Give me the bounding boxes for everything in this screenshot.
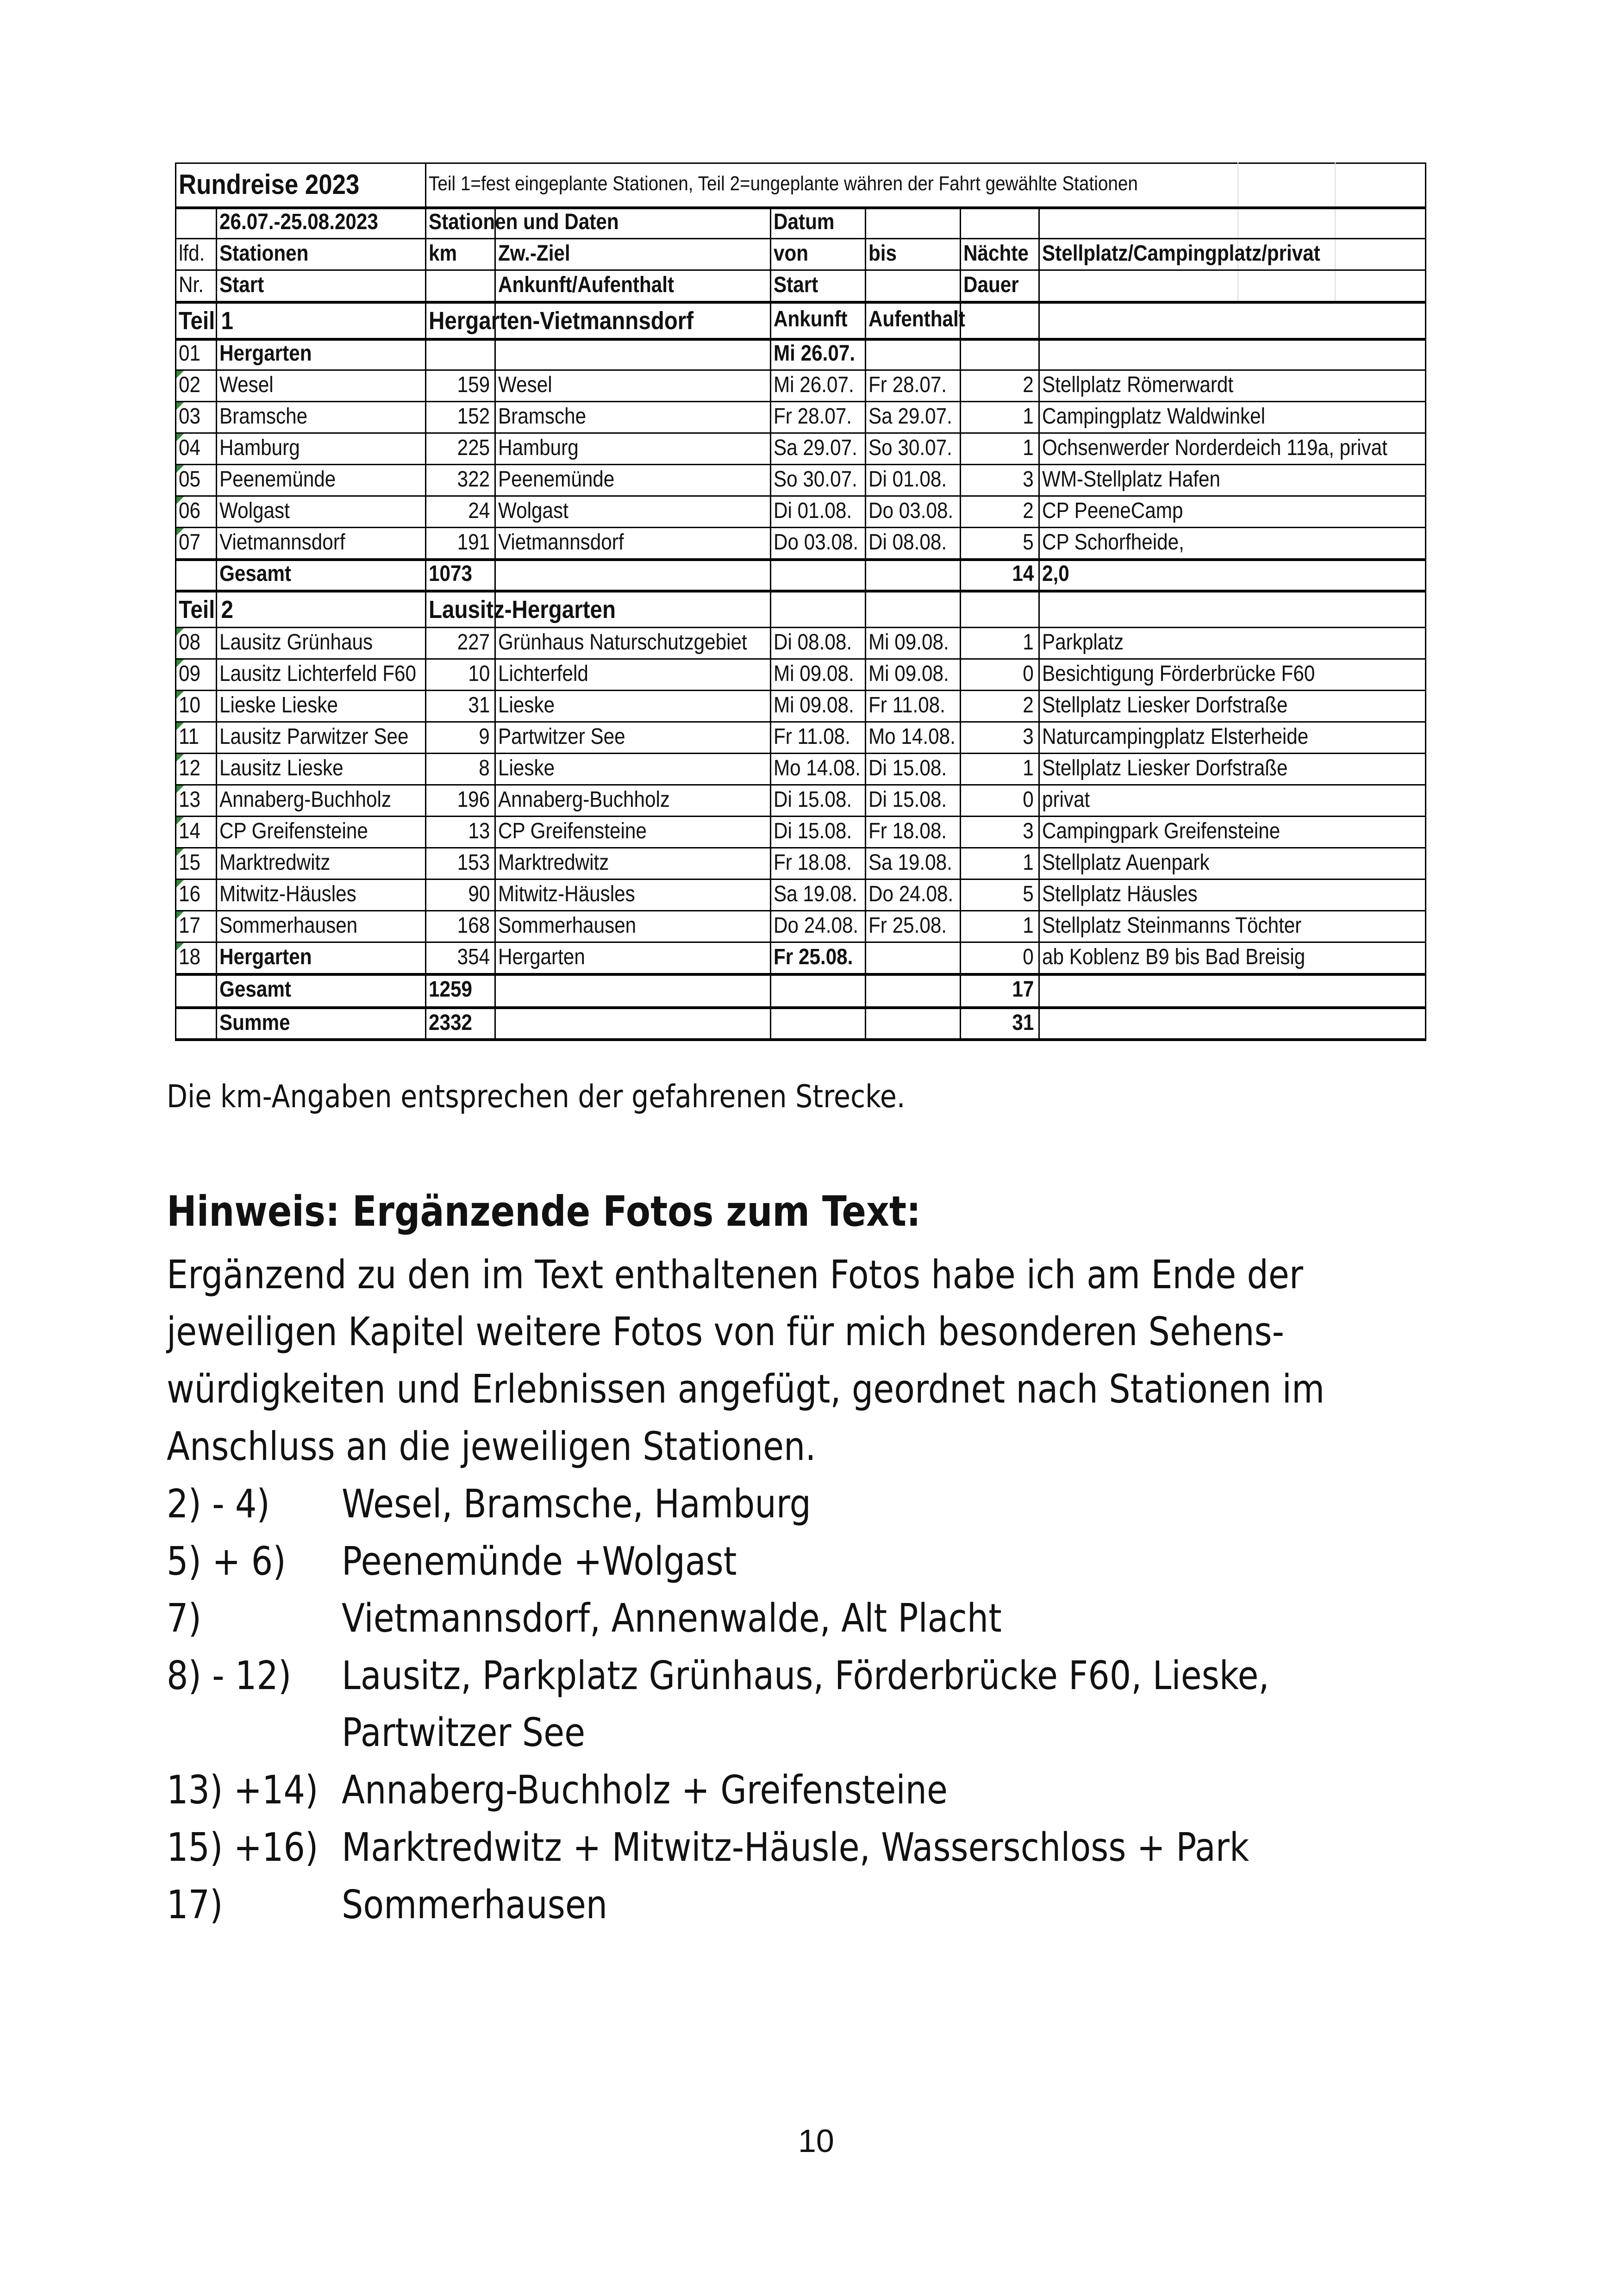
table-cell: Aufenthalt [868, 307, 965, 331]
row-line [175, 401, 1426, 402]
table-cell: Do 03.08. [774, 530, 859, 555]
table-subtitle: Teil 1=fest eingeplante Stationen, Teil 2=ungeplante währen der Fahrt gewählte Stationen [429, 172, 1138, 195]
table-cell: Do 03.08. [868, 499, 954, 523]
table-cell: Ochsenwerder Norderdeich 119a, privat [1042, 436, 1387, 460]
green-marker [176, 402, 184, 410]
table-cell: 15 [179, 850, 200, 875]
row-line [175, 942, 1426, 943]
table-cell: 14 [179, 819, 200, 843]
table-cell: 225 [457, 436, 490, 460]
table-border [175, 162, 1426, 164]
list-number: 8) - 12) [167, 1653, 292, 1699]
row-line [175, 816, 1426, 817]
col-line [770, 206, 771, 1040]
table-cell: 31 [1012, 1010, 1034, 1035]
row-line [175, 558, 1426, 561]
list-number: 13) +14) [167, 1767, 319, 1813]
table-cell: 1073 [429, 561, 472, 586]
table-cell: 01 [179, 341, 200, 366]
table-cell: 3 [1023, 467, 1034, 492]
row-line [175, 369, 1426, 371]
table-cell: 0 [1023, 661, 1034, 686]
table-cell: Summe [219, 1010, 290, 1035]
list-number: 7) [167, 1596, 202, 1641]
table-cell: Annaberg-Buchholz [498, 787, 670, 812]
table-title: Rundreise 2023 [179, 168, 360, 200]
table-cell: Mi 09.08. [774, 661, 854, 686]
table-border [1425, 162, 1426, 1040]
table-cell: Hergarten [219, 945, 312, 969]
table-cell: Campingpark Greifensteine [1042, 819, 1280, 843]
row-line [175, 238, 1426, 239]
row-line [175, 338, 1426, 341]
table-cell: 10 [468, 661, 490, 686]
table-cell: Stellplatz Auenpark [1042, 850, 1210, 875]
table-cell: Lausitz Grünhaus [219, 630, 373, 655]
table-cell: Naturcampingplatz Elsterheide [1042, 724, 1309, 749]
table-cell: 05 [179, 467, 200, 492]
table-cell: Mitwitz-Häusles [219, 882, 356, 906]
table-cell: 02 [179, 373, 200, 397]
table-cell: ab Koblenz B9 bis Bad Breisig [1042, 945, 1305, 969]
table-cell: Ankunft [774, 307, 848, 331]
table-cell: Di 15.08. [774, 819, 852, 843]
col-line [960, 206, 961, 1040]
green-marker [176, 660, 184, 667]
green-marker [176, 691, 184, 698]
table-cell: 1 [1023, 850, 1034, 875]
table-cell: CP Schorfheide, [1042, 530, 1184, 555]
table-cell: Fr 25.08. [868, 913, 947, 938]
table-cell: 191 [457, 530, 490, 555]
table-cell: Bramsche [219, 404, 308, 429]
paragraph-line: Anschluss an die jeweiligen Stationen. [167, 1424, 816, 1470]
table-cell: Mo 14.08. [868, 724, 956, 749]
table-cell: CP Greifensteine [219, 819, 368, 843]
table-cell: Vietmannsdorf [219, 530, 345, 555]
table-cell: Wolgast [219, 499, 290, 523]
table-cell: Stellplatz/Campingplatz/privat [1042, 241, 1320, 266]
green-marker [176, 848, 184, 856]
table-cell: 1 [1023, 913, 1034, 938]
table-cell: Peenemünde [219, 467, 336, 492]
list-text: Marktredwitz + Mitwitz-Häusle, Wasserschloss + Park [342, 1825, 1249, 1871]
table-cell: 17 [1012, 977, 1034, 1002]
table-cell: Lausitz Parwitzer See [219, 724, 409, 749]
table-cell: Hergarten [498, 945, 585, 969]
table-cell: von [774, 241, 809, 266]
table-cell: 2 [1023, 373, 1034, 397]
green-marker [176, 880, 184, 887]
table-cell: Fr 25.08. [774, 945, 853, 969]
table-cell: Lausitz-Hergarten [429, 596, 616, 624]
row-line [175, 847, 1426, 848]
table-cell: Stellplatz Liesker Dorfstraße [1042, 756, 1288, 780]
row-line [175, 206, 1426, 209]
table-cell: 227 [457, 630, 490, 655]
table-cell: Annaberg-Buchholz [219, 787, 392, 812]
table-cell: Stellplatz Liesker Dorfstraße [1042, 693, 1288, 717]
table-cell: 17 [179, 913, 200, 938]
table-cell: Sa 29.07. [868, 404, 952, 429]
table-cell: Marktredwitz [498, 850, 609, 875]
table-cell: Lieske [498, 693, 555, 717]
green-marker [176, 723, 184, 730]
table-cell: Mi 26.07. [774, 341, 856, 366]
table-cell: Do 24.08. [868, 882, 954, 906]
green-marker [176, 754, 184, 761]
table-cell: Vietmannsdorf [498, 530, 624, 555]
table-cell: 152 [457, 404, 490, 429]
table-cell: Di 15.08. [774, 787, 852, 812]
table-cell: Lichterfeld [498, 661, 588, 686]
table-cell: 1 [1023, 630, 1034, 655]
table-cell: 1 [1023, 436, 1034, 460]
table-cell: Sommerhausen [219, 913, 358, 938]
paragraph-line: würdigkeiten und Erlebnissen angefügt, geordnet nach Stationen im [167, 1366, 1325, 1412]
table-cell: Stationen [219, 241, 309, 266]
table-cell: Mi 09.08. [868, 661, 949, 686]
table-cell: Wesel [498, 373, 552, 397]
table-cell: 12 [179, 756, 200, 780]
table-cell: 90 [468, 882, 490, 906]
table-cell: 322 [457, 467, 490, 492]
itinerary-table [175, 162, 1426, 1051]
row-line [175, 784, 1426, 786]
table-cell: Peenemünde [498, 467, 615, 492]
table-cell: 354 [457, 945, 490, 969]
table-cell: 07 [179, 530, 200, 555]
table-cell: 09 [179, 661, 200, 686]
table-cell: Start [219, 273, 264, 297]
list-number: 15) +16) [167, 1825, 319, 1871]
table-cell: 14 [1012, 561, 1034, 586]
table-cell: km [429, 241, 457, 266]
table-cell: Stationen und Daten [429, 210, 619, 234]
table-cell: Gesamt [219, 977, 291, 1002]
green-marker [176, 465, 184, 473]
list-text: Sommerhausen [342, 1882, 608, 1928]
km-note: Die km-Angaben entsprechen der gefahrenen Strecke. [167, 1079, 906, 1115]
list-number: 17) [167, 1882, 223, 1928]
table-cell: Gesamt [219, 561, 291, 586]
table-cell: 13 [179, 787, 200, 812]
table-border [175, 162, 176, 1040]
table-cell: Di 15.08. [868, 756, 947, 780]
table-cell: 168 [457, 913, 490, 938]
table-cell: Lieske Lieske [219, 693, 338, 717]
table-cell: 3 [1023, 819, 1034, 843]
row-line [175, 495, 1426, 497]
table-cell: Wesel [219, 373, 274, 397]
table-cell: Grünhaus Naturschutzgebiet [498, 630, 747, 655]
green-marker [176, 434, 184, 441]
table-cell: Lieske [498, 756, 555, 780]
table-cell: 11 [179, 724, 199, 749]
table-cell: 16 [179, 882, 200, 906]
table-cell: Zw.-Ziel [498, 241, 570, 266]
date-range: 26.07.-25.08.2023 [219, 210, 378, 234]
table-cell: 04 [179, 436, 200, 460]
table-cell: 03 [179, 404, 200, 429]
table-cell: 0 [1023, 787, 1034, 812]
green-marker [176, 497, 184, 504]
grid-line [1237, 162, 1238, 301]
table-cell: Nr. [179, 273, 204, 297]
table-cell: Start [774, 273, 818, 297]
paragraph-line: Ergänzend zu den im Text enthaltenen Fotos habe ich am Ende der [167, 1252, 1303, 1298]
list-text: Annaberg-Buchholz + Greifensteine [342, 1767, 948, 1813]
table-cell: Hergarten-Vietmannsdorf [429, 307, 694, 335]
list-text: Vietmannsdorf, Annenwalde, Alt Placht [342, 1596, 1002, 1641]
table-cell: 3 [1023, 724, 1034, 749]
row-line [175, 590, 1426, 592]
table-cell: bis [868, 241, 897, 266]
green-marker [176, 817, 184, 824]
table-cell: Campingplatz Waldwinkel [1042, 404, 1266, 429]
table-cell: 1 [1023, 756, 1034, 780]
table-cell: Stellplatz Häusles [1042, 882, 1198, 906]
table-cell: Fr 11.08. [868, 693, 945, 717]
table-border [175, 1038, 1426, 1041]
table-cell: 196 [457, 787, 490, 812]
table-cell: 5 [1023, 882, 1034, 906]
row-line [175, 527, 1426, 528]
table-cell: Sommerhausen [498, 913, 637, 938]
table-cell: Dauer [963, 273, 1019, 297]
hint-heading: Hinweis: Ergänzende Fotos zum Text: [167, 1187, 921, 1236]
table-cell: Do 24.08. [774, 913, 859, 938]
row-line [175, 658, 1426, 660]
list-text: Peenemünde +Wolgast [342, 1539, 737, 1584]
table-cell: Teil 2 [179, 596, 233, 624]
row-line [175, 301, 1426, 304]
table-cell: WM-Stellplatz Hafen [1042, 467, 1220, 492]
table-cell: 2 [1023, 693, 1034, 717]
green-marker [176, 943, 184, 950]
table-cell: Fr 11.08. [774, 724, 850, 749]
row-line [175, 690, 1426, 691]
table-cell: Hergarten [219, 341, 312, 366]
table-cell: Mi 26.07. [774, 373, 854, 397]
table-cell: lfd. [179, 241, 205, 266]
row-line [175, 627, 1426, 628]
table-cell: 1259 [429, 977, 472, 1002]
table-cell: 159 [457, 373, 490, 397]
green-marker [176, 911, 184, 919]
table-cell: Sa 19.08. [774, 882, 857, 906]
list-text-continued: Partwitzer See [342, 1710, 586, 1756]
table-cell: Fr 28.07. [774, 404, 852, 429]
table-cell: Sa 19.08. [868, 850, 952, 875]
table-cell: Di 01.08. [774, 499, 852, 523]
table-cell: CP PeeneCamp [1042, 499, 1183, 523]
row-line [175, 910, 1426, 911]
table-cell: 18 [179, 945, 200, 969]
row-line [175, 879, 1426, 880]
table-cell: 5 [1023, 530, 1034, 555]
row-line [175, 432, 1426, 434]
table-cell: 24 [468, 499, 490, 523]
list-text: Wesel, Bramsche, Hamburg [342, 1481, 811, 1527]
table-cell: So 30.07. [774, 467, 857, 492]
table-cell: So 30.07. [868, 436, 952, 460]
paragraph-line: jeweiligen Kapitel weitere Fotos von für mich besonderen Sehens- [167, 1309, 1285, 1355]
table-cell: Di 01.08. [868, 467, 947, 492]
col-line [425, 162, 426, 206]
green-marker [176, 786, 184, 793]
table-cell: 9 [479, 724, 490, 749]
col-line [865, 206, 866, 1040]
table-cell: CP Greifensteine [498, 819, 647, 843]
table-cell: Datum [774, 210, 835, 234]
table-cell: Lausitz Lieske [219, 756, 344, 780]
table-cell: Wolgast [498, 499, 568, 523]
table-cell: 06 [179, 499, 200, 523]
grid-line [1335, 162, 1336, 301]
col-line [1038, 206, 1040, 1040]
col-line [425, 206, 426, 1040]
table-cell: 31 [468, 693, 490, 717]
table-cell: Marktredwitz [219, 850, 331, 875]
table-cell: Parkplatz [1042, 630, 1124, 655]
table-cell: Nächte [963, 241, 1029, 266]
table-cell: Sa 29.07. [774, 436, 857, 460]
table-cell: Hamburg [219, 436, 300, 460]
table-cell: Teil 1 [179, 307, 233, 335]
row-line [175, 1006, 1426, 1009]
table-cell: Fr 18.08. [774, 850, 852, 875]
table-cell: Stellplatz Steinmanns Töchter [1042, 913, 1302, 938]
list-number: 5) + 6) [167, 1539, 286, 1584]
row-line [175, 973, 1426, 976]
table-cell: Ankunft/Aufenthalt [498, 273, 675, 297]
table-cell: Di 08.08. [868, 530, 947, 555]
green-marker [176, 628, 184, 636]
row-line [175, 721, 1426, 723]
table-cell: 10 [179, 693, 200, 717]
list-text: Lausitz, Parkplatz Grünhaus, Förderbrücke F60, Lieske, [342, 1653, 1269, 1699]
table-cell: Partwitzer See [498, 724, 625, 749]
table-cell: 153 [457, 850, 490, 875]
table-cell: Mi 09.08. [774, 693, 854, 717]
row-line [175, 464, 1426, 465]
table-cell: Di 15.08. [868, 787, 947, 812]
table-cell: 2,0 [1042, 561, 1069, 586]
table-cell: Fr 18.08. [868, 819, 947, 843]
table-cell: Besichtigung Förderbrücke F60 [1042, 661, 1315, 686]
table-cell: Di 08.08. [774, 630, 852, 655]
table-cell: 13 [468, 819, 490, 843]
table-cell: 8 [479, 756, 490, 780]
table-cell: Mo 14.08. [774, 756, 861, 780]
page-number: 10 [798, 2123, 834, 2159]
table-cell: Fr 28.07. [868, 373, 947, 397]
table-cell: Lausitz Lichterfeld F60 [219, 661, 416, 686]
table-cell: Stellplatz Römerwardt [1042, 373, 1234, 397]
table-cell: Hamburg [498, 436, 579, 460]
green-marker [176, 528, 184, 536]
table-cell: Mi 09.08. [868, 630, 949, 655]
table-cell: Mitwitz-Häusles [498, 882, 635, 906]
table-cell: Bramsche [498, 404, 587, 429]
table-cell: 2 [1023, 499, 1034, 523]
table-cell: 08 [179, 630, 200, 655]
table-cell: privat [1042, 787, 1090, 812]
table-cell: 2332 [429, 1010, 472, 1035]
green-marker [176, 371, 184, 378]
list-number: 2) - 4) [167, 1481, 270, 1527]
table-cell: 1 [1023, 404, 1034, 429]
table-cell: 0 [1023, 945, 1034, 969]
row-line [175, 269, 1426, 271]
row-line [175, 753, 1426, 754]
